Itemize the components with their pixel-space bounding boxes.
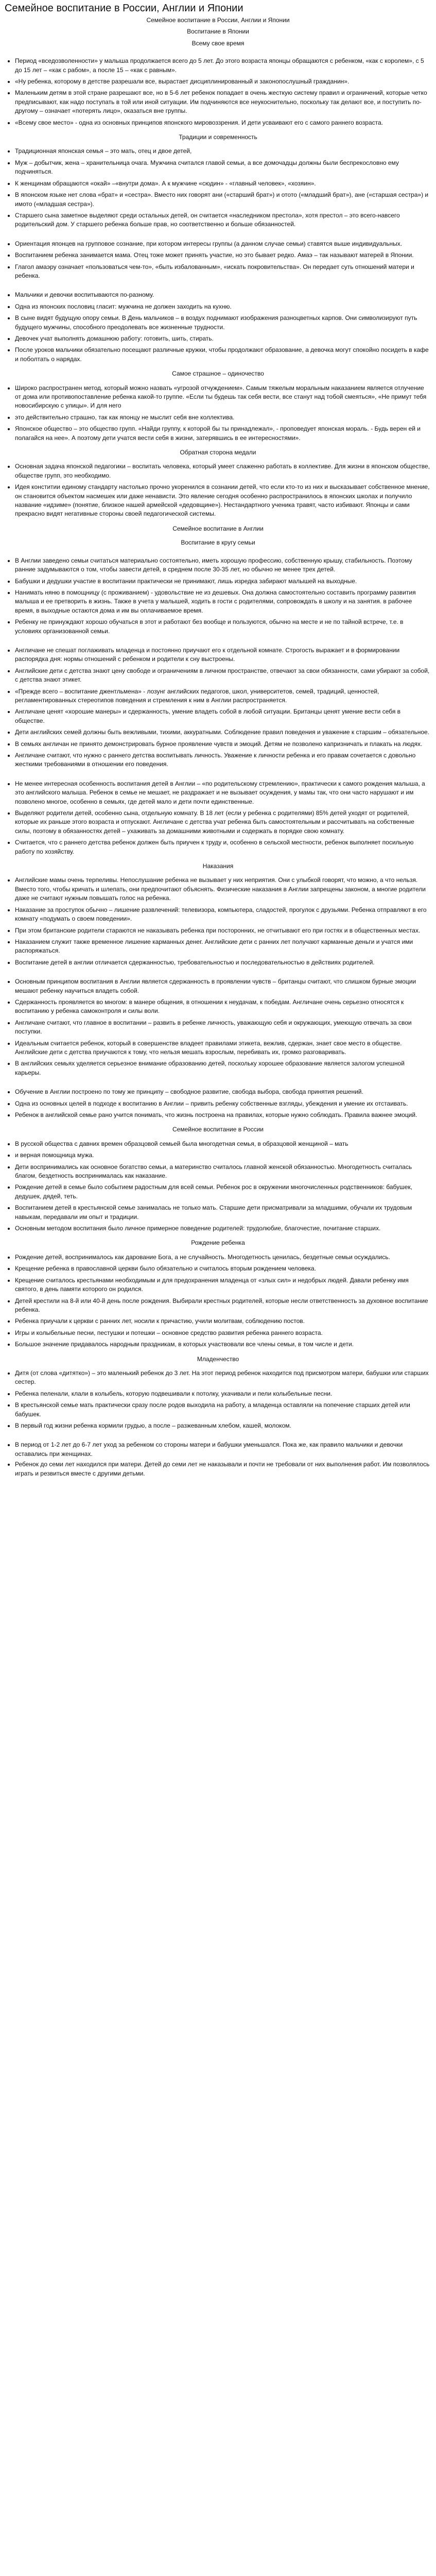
list-russia-1 (5, 1140, 431, 1233)
list-japan-6 (5, 462, 431, 518)
list-item: • Рождение детей в семье было событием радостным для всей семьи. Ребенок рос в окружении многочисленных родственников: бабушек, дедушек, дядей, теть. (15, 1183, 431, 1201)
list-item: • Маленьким детям в этой стране разрешают все, но в 5-6 лет ребенок попадает в очень жесткую систему правил и ограничений, которые четко предписывают, как надо поступать в той или иной ситуации. Им подчиняются все неукоснительно, поскольку так делают все, и поступить по-другому – означает «потерять лицо», оказаться вне группы. (15, 89, 431, 115)
list-item: • Англичане считают, что главное в воспитании – развить в ребенке личность, уважающую себя и окружающих, умеющую отвечать за свои поступки. (15, 1019, 431, 1037)
page-title: Семейное воспитание в России, Англии и Японии (5, 3, 243, 14)
list-item: • В Англии заведено семьи считаться материально состоятельно, иметь хорошую профессию, собственную крышу, стабильность. Поэтому ранние задумываются о том, чтобы завести детей, в среднем после 30-35 лет, но обычно не менее трех детей. (15, 556, 431, 574)
list-item: • Мальчики и девочки воспитываются по-разному. (15, 291, 431, 299)
list-item: • «Прежде всего – воспитание джентльмена» - лозунг английских педагогов, школ, университетов, семей, традиций, ценностей, регламентированных стереотипов поведения и стремления к ним в Англии распространяется. (15, 687, 431, 705)
list-item: • Муж – добытчик, жена – хранительница очага. Мужчина считался главой семьи, а все домочадцы должны были беспрекословно ему подчиняться. (15, 159, 431, 177)
list-item: • Англичане считают, что нужно с раннего детства воспитывать личность. Уважение к личности ребенка и его правам сочетается с довольно жесткими требованиями в отношении его поведения. (15, 751, 431, 769)
list-england-3 (5, 779, 431, 856)
list-item: • «Всему свое место» - одна из основных принципов японского мировоззрения. И дети усваивают его с самого раннего возраста. (15, 118, 431, 127)
list-item: • Дети воспринимались как основное богатство семьи, а материнство считалось главной женской обязанностью. Многодетность считалась благом, бездетность воспринималась как наказание. (15, 1163, 431, 1181)
list-item: • Наказание за проступок обычно – лишение развлечений: телевизора, компьютера, сладостей, прогулок с друзьями. Ребенка отправляют в его комнату «подумать о своем поведении». (15, 906, 431, 924)
page-subtitle: Семейное воспитание в России, Англии и Японии (146, 16, 290, 24)
list-item: • Игры и колыбельные песни, пестушки и потешки – основное средство развития ребенка раннего возраста. (15, 1329, 431, 1337)
list-russia-2 (5, 1253, 431, 1349)
list-item: • Англичане не спешат поглаживать младенца и постоянно приучают его к отдельной комнате. Строгость выражает и в формировании распорядка дня: нормы отношений с ребенком и родители к сну выстроены. (15, 646, 431, 664)
list-item: • Сдержанность проявляется во многом: в манере общения, в отношении к неудачам, к победам. Англичане очень серьезно относятся к воспитанию у ребенка самоконтроля и силы воли. (15, 998, 431, 1016)
list-japan-2 (5, 147, 431, 229)
list-item: • Детей крестили на 8-й или 40-й день после рождения. Выбирали крестных родителей, которые несли ответственность за духовное воспитание ребенка. (15, 1297, 431, 1315)
list-item: • Наказанием служит также временное лишение карманных денег. Английские дети с ранних лет получают карманные деньги и учатся ими распоряжаться. (15, 938, 431, 956)
list-england-1 (5, 556, 431, 636)
list-item: • Не менее интересная особенность воспитания детей в Англии – «по родительскому стремлению», практически к самого рождения малыша, а это английского малыша. Ребенок в семье не мешает, не раздражает и не вызывает осуждения, у мамы так, что они часто нарушают и им позволено многое, особенно в семьях, где детей мало и дети почти единственные. (15, 779, 431, 806)
list-item: • Ребенка пеленали, клали в колыбель, которую подвешивали к потолку, укачивали и пели колыбельные песни. (15, 1389, 431, 1398)
list-england-4 (5, 876, 431, 967)
list-japan-5 (5, 384, 431, 443)
list-japan-1 (5, 57, 431, 127)
list-item: • Идея конститии единому стандарту настолько прочно укоренился в сознании детей, что если кто-то из них и высказывает собственное мнение, он становится объектом насмешек или даже ненависти. Это явление сегодня особенно распространилось в японских школах и получило название «идзиме» (понятие, близкое нашей армейской «дедовщине»). Нестандартного ученика травят, часто избивают. Японцы и сами прекрасно видят негативные стороны своей педагогической системы. (15, 483, 431, 519)
list-item: • Основная задача японской педагогики – воспитать человека, который умеет слаженно работать в коллективе. Для жизни в японском обществе, обществе групп, это необходимо. (15, 462, 431, 480)
list-item: • В сыне видят будущую опору семьи. В День мальчиков – в воздух поднимают изображения разноцветных карпов. Они символизируют путь будущего мужчины, способного преодолевать все жизненные трудности. (15, 314, 431, 332)
list-item: • К женщинам обращаются «окай» –«внутри дома». А к мужчине «сюдин» - «главный человек», «хозяин». (15, 179, 431, 188)
list-item: • Воспитанием детей в крестьянской семье занималась не только мать. Старшие дети присматривали за младшими, обучали их трудовым навыкам, передавали им опыт и традиции. (15, 1204, 431, 1222)
list-item: • Ориентация японцев на групповое сознание, при котором интересы группы (а данном случае семьи) ставятся выше индивидуальных. (15, 240, 431, 248)
list-item: • В японском языке нет слова «брат» и «сестра». Вместо них говорят ани («старший брат») и отото («младший брат»), ане («старшая сестра») и имото («младшая сестра»). (15, 191, 431, 209)
list-item: • Обучение в Англии построено по тому же принципу – свободное развитие, свобода выбора, свобода принятия решений. (15, 1088, 431, 1096)
list-japan-4 (5, 291, 431, 364)
list-item: • Широко распространен метод, который можно назвать «угрозой отчуждением». Самым тяжелым моральным наказанием является отлучение от дома или противопоставление ребенка какой-то группе. «Если ты будешь так себя вести, все станут над тобой смеяться», «Не примут тебя новосибирскую с улицы». И для него (15, 384, 431, 411)
list-item: • Традиционная японская семья – это мать, отец и двое детей, (15, 147, 431, 156)
list-item: • Ребенок в английской семье рано учится понимать, что жизнь построена на правилах, которые нужно соблюдать. Правила важнее эмоций. (15, 1111, 431, 1120)
section-subheading-japan: Всему свое время (191, 39, 245, 47)
list-item: • В семьях англичан не принято демонстрировать бурное проявление чувств и эмоций. Детям не позволено капризничать и плакать на людях. (15, 740, 431, 749)
list-item: • Глагол амаэру означает «пользоваться чем-то», «быть избалованным», «искать покровительства». Он передает суть отношений матери и ребенка. (15, 263, 431, 281)
list-item: • и верная помощница мужа. (15, 1151, 431, 1160)
list-japan-3 (5, 240, 431, 281)
list-item: • Ребенку не принуждают хорошо обучаться в этот и работают без вообще и пользуются, обычно на месте и не по тайной встрече, т.е. в условиях организованной семьи. (15, 618, 431, 636)
list-item: • Крещение считалось крестьянами необходимым и для предохранения младенца от «злых сил» и недобрых людей. Давали ребенку имя святого, в день памяти которого он родился. (15, 1276, 431, 1294)
list-item: • После уроков мальчики обязательно посещают различные кружки, чтобы продолжают образование, а девочка могут спокойно посидеть в кафе и поболтать о нарядах. (15, 346, 431, 364)
section-heading-traditions: Традиции и современность (179, 133, 257, 141)
list-item: • Основным принципом воспитания в Англии является сдержанность в проявлении чувств – британцы считают, что слишком бурные эмоции мешают ребенку научиться владеть собой. (15, 977, 431, 995)
list-item: • Воспитание детей в англии отличается сдержанностью, требовательностью и последовательностью в действиях родителей. (15, 958, 431, 967)
list-item: • В русской общества с давних времен образцовой семьей была многодетная семья, в образцовой женщиной – мать (15, 1140, 431, 1148)
section-heading-birth: Рождение ребенка (191, 1239, 245, 1247)
section-heading-infancy: Младенчество (197, 1355, 239, 1363)
section-subheading-england: Воспитание в кругу семьи (181, 539, 255, 547)
section-heading-japan: Воспитание в Японии (187, 28, 249, 36)
list-item: • В крестьянской семье мать практически сразу после родов выходила на работу, а младенца оставляли на попечение старших детей или бабушек. (15, 1401, 431, 1419)
list-england-5 (5, 977, 431, 1077)
list-item: • Одна из японских пословиц гласит: мужчина не должен заходить на кухню. (15, 302, 431, 311)
list-item: • Основным методом воспитания было личное примерное поведение родителей: трудолюбие, благочестие, почитание старших. (15, 1224, 431, 1233)
list-russia-3 (5, 1369, 431, 1430)
list-item: • Английские мамы очень терпеливы. Непослушание ребенка не вызывает у них неприятия. Они с улыбкой говорят, что можно, а что нельзя. Вместо того, чтобы кричать и шлепать, они предпочитают объяснять. Физические наказания в Англии запрещены законом, а многие родители даже не считают нужным повышать голос на ребенка. (15, 876, 431, 903)
list-england-6 (5, 1088, 431, 1120)
list-item: • Англичане ценят «хорошие манеры» и сдержанность, умение владеть собой в любой ситуации. Британцы ценят умение вести себя в обществе. (15, 707, 431, 725)
section-heading-punish: Наказания (202, 862, 234, 870)
list-item: • Крещение ребенка в православной церкви было обязательно и считалось вторым рождением человека. (15, 1264, 431, 1273)
list-item: • Дети английских семей должны быть вежливыми, тихими, аккуратными. Соблюдение правил поведения и уважение к старшим – обязательное. (15, 728, 431, 737)
list-item: • Одна из основных целей в подходе к воспитанию в Англии – привить ребенку собственные взгляды, убеждения и умение их отстаивать. (15, 1099, 431, 1108)
list-item: • Ребенок до семи лет находился при матери. Детей до семи лет не наказывали и почти не требовали от них выполнения работ. Им позволялось играть и резвиться вместе с другими детьми. (15, 1460, 431, 1478)
list-item: • Нанимать няню в помощницу (с проживанием) - удовольствие не из дешевых. Она должна самостоятельно составить программу развития малыша и ее претворить в жизнь. Также в учета у малышей, ходить в гости с родителями, сопровождать в школу и на занятия. в рабочее время, в выходные остаются дома и им вы оплачиваемое время. (15, 588, 431, 615)
section-heading-russia: Семейное воспитание в России (172, 1126, 264, 1133)
section-heading-england: Семейное воспитание в Англии (172, 524, 264, 532)
list-item: • При этом британские родители стараются не наказывать ребенка при посторонних, не отчитывают его при гостях и в общественных местах. (15, 926, 431, 935)
list-item: • Английские дети с детства знают цену свободе и ограничениям в личном пространстве, отвечают за свои обязанности, сами убирают за собой, с детства знают этикет. (15, 667, 431, 685)
list-item: • Идеальным считается ребенок, который в совершенстве владеет правилами этикета, вежлив, сдержан, знает свое место в обществе. Английские дети с детства приучаются к тому, что нельзя мешать взрослым, перебивать их, громко разговаривать. (15, 1039, 431, 1057)
list-item: • Воспитанием ребенка занимается мама. Отец тоже может принять участие, но это бывает редко. Амаэ – так называют матерей в Японии. (15, 251, 431, 260)
list-item: • Считается, что с раннего детства ребенок должен быть приучен к труду и, особенно в сельской местности, ребенок выполняет посильную работу по хозяйству. (15, 838, 431, 856)
list-england-2 (5, 646, 431, 769)
list-item: • В период от 1-2 лет до 6-7 лет уход за ребенком со стороны матери и бабушки уменьшался. Пока же, как правило мальчики и девочки оставались при женщинах. (15, 1440, 431, 1459)
list-item: • Период «вседозволенности» у малыша продолжается всего до 5 лет. До этого возраста японцы обращаются с ребенком, «как с королем», с 5 до 15 лет – «как с рабом», а после 15 – «как с равным». (15, 57, 431, 75)
list-item: • Большое значение придавалось народным праздникам, в которых участвовали все члены семьи, в том числе и дети. (15, 1340, 431, 1349)
list-item: • Старшего сына заметное выделяют среди остальных детей, он считается «наследником престола», хотя престол – это всего-навсего родительский дом. У старшего ребенка больше прав, но соответственно и больше обязанностей. (15, 211, 431, 229)
list-item: • В первый год жизни ребенка кормили грудью, а после – разжеванным хлебом, кашей, молоком. (15, 1421, 431, 1430)
list-item: • Рождение детей, воспринималось как дарование Бога, а не случайность. Многодетность ценилась, бездетные семьи осуждались. (15, 1253, 431, 1262)
list-russia-4 (5, 1440, 431, 1478)
list-item: • В английских семьях уделяется серьезное внимание образованию детей, поскольку хорошее образование является залогом успешной карьеры. (15, 1059, 431, 1077)
list-item: • Бабушки и дедушки участие в воспитании практически не принимают, лишь изредка забирают малышей на выходные. (15, 577, 431, 586)
section-heading-fear: Самое страшное – одиночество (172, 370, 264, 378)
list-item: • это действительно страшно, так как японцу не мыслит себя вне коллектива. (15, 413, 431, 422)
section-heading-wrong: Обратная сторона медали (180, 449, 256, 456)
list-item: • «Ну ребенка, которому в детстве разрешали все, вырастает дисциплинированный и законопослушный гражданин». (15, 77, 431, 86)
list-item: • Дитя (от слова «дитятко») – это маленький ребенок до 3 лет. На этот период ребенок находится под присмотром матери, бабушки или старших сестер. (15, 1369, 431, 1387)
list-item: • Японское общество – это общество групп. «Найди группу, к которой бы ты принадлежал», - проповедует японская мораль. - Будь верен ей и полагайся на нее». А поэтому дети учатся вести себя в жизни, затерявшись в ее интересностями». (15, 425, 431, 443)
list-item: • Выделяют родители детей, особенно сына, отдельную комнату. В 18 лет (если у ребенка с родителями) 85% детей уходят от родителей, которые их раньше этого возраста и отпускают. Англичане с детства учат ребенка быть самостоятельным и рассчитывать на собственные силы, поэтому в обязанностях детей – ухаживать за домашними животными и содержать в порядке свою комнату. (15, 809, 431, 836)
list-item: • Девочек учат выполнять домашнюю работу: готовить, шить, стирать. (15, 334, 431, 343)
list-item: • Ребенка приучали к церкви с ранних лет, носили к причастию, учили молитвам, соблюдению постов. (15, 1317, 431, 1326)
